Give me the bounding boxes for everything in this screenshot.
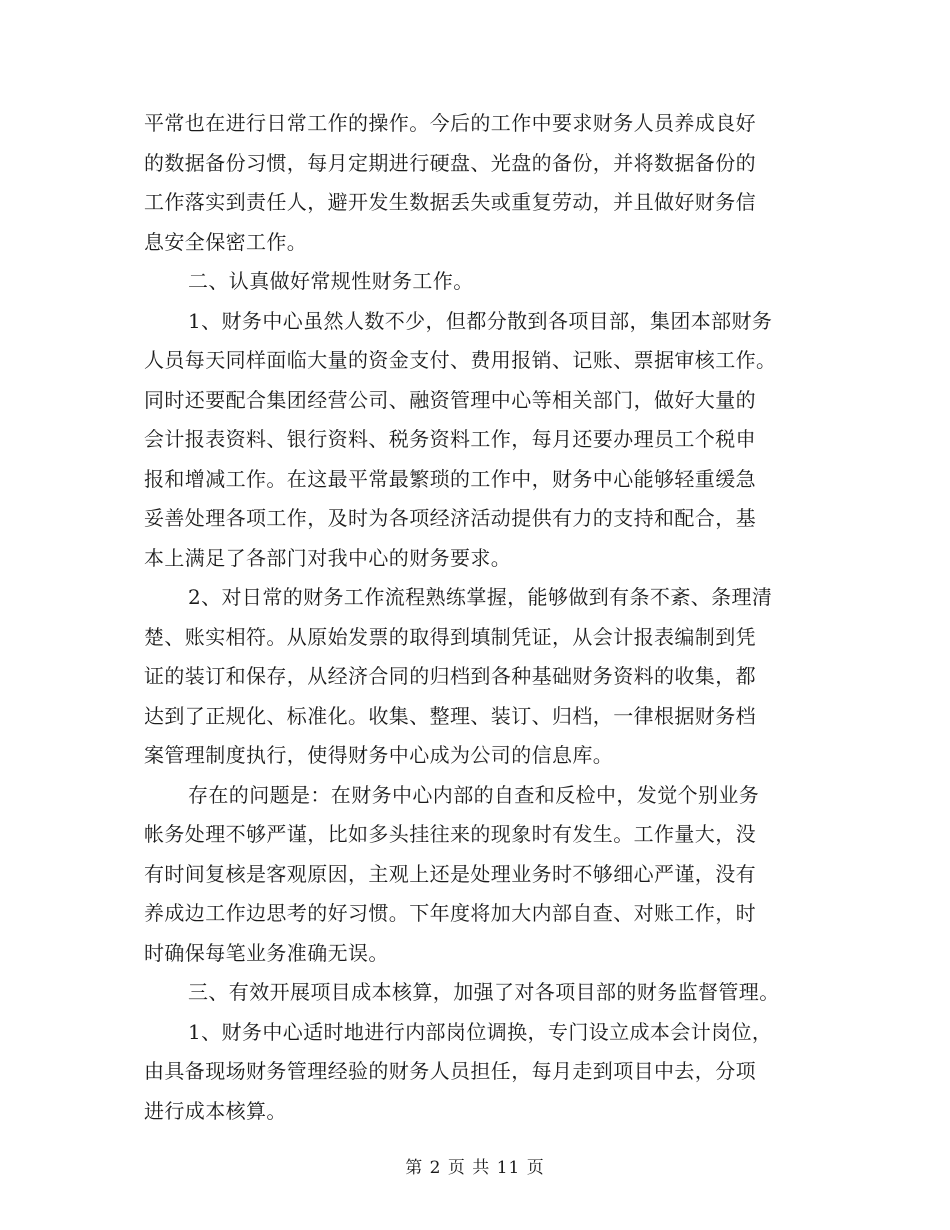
- footer-middle: 页 共: [447, 1158, 491, 1178]
- text-line: 楚、账实相符。从原始发票的取得到填制凭证，从会计报表编制到凭: [144, 624, 756, 649]
- text-line: 人员每天同样面临大量的资金支付、费用报销、记账、票据审核工作。: [144, 348, 777, 372]
- text-line: 案管理制度执行，使得财务中心成为公司的信息库。: [144, 743, 614, 767]
- text-line: 同时还要配合集团经营公司、融资管理中心等相关部门，做好大量的: [144, 387, 756, 412]
- footer-total-pages: 11: [496, 1158, 521, 1178]
- text-line: 息安全保密工作。: [144, 229, 308, 254]
- text-line: 时确保每笔业务准确无误。: [144, 940, 389, 965]
- footer-page-number: 2: [429, 1158, 442, 1178]
- text-line: 进行成本核算。: [144, 1098, 287, 1123]
- text-line: 达到了正规化、标准化。收集、整理、装订、归档，一律根据财务档: [144, 703, 756, 728]
- text-line: 工作落实到责任人，避开发生数据丢失或重复劳动，并且做好财务信: [144, 190, 756, 214]
- text-line: 1、财务中心虽然人数不少，但都分散到各项目部，集团本部财务: [188, 308, 773, 333]
- text-line: 存在的问题是：在财务中心内部的自查和反检中，发觉个别业务: [188, 782, 760, 807]
- text-line: 二、认真做好常规性财务工作。: [188, 269, 474, 293]
- text-line: 本上满足了各部门对我中心的财务要求。: [144, 545, 512, 570]
- document-body: [144, 104, 806, 1131]
- text-line: 妥善处理各项工作，及时为各项经济活动提供有力的支持和配合，基: [144, 506, 756, 530]
- footer-suffix: 页: [526, 1158, 545, 1178]
- text-line: 三、有效开展项目成本核算，加强了对各项目部的财务监督管理。: [188, 980, 780, 1004]
- page-footer: [0, 1153, 950, 1178]
- footer-prefix: 第: [405, 1158, 424, 1178]
- text-line: 由具备现场财务管理经验的财务人员担任，每月走到项目中去，分项: [144, 1059, 756, 1083]
- text-line: 证的装订和保存，从经济合同的归档到各种基础财务资料的收集，都: [144, 664, 756, 688]
- text-line: 1、财务中心适时地进行内部岗位调换，专门设立成本会计岗位，: [188, 1019, 773, 1044]
- text-line: 2、对日常的财务工作流程熟练掌握，能够做到有条不紊、条理清: [188, 585, 773, 609]
- text-line: 有时间复核是客观原因，主观上还是处理业务时不够细心严谨，没有: [144, 861, 756, 886]
- text-line: 的数据备份习惯，每月定期进行硬盘、光盘的备份，并将数据备份的: [144, 150, 756, 175]
- text-line: 帐务处理不够严谨，比如多头挂往来的现象时有发生。工作量大，没: [144, 822, 756, 846]
- text-line: 平常也在进行日常工作的操作。今后的工作中要求财务人员养成良好: [144, 111, 756, 135]
- text-line: 报和增减工作。在这最平常最繁琐的工作中，财务中心能够轻重缓急: [144, 466, 756, 491]
- text-line: 会计报表资料、银行资料、税务资料工作，每月还要办理员工个税申: [144, 427, 756, 451]
- text-line: 养成边工作边思考的好习惯。下年度将加大内部自查、对账工作，时: [144, 901, 756, 925]
